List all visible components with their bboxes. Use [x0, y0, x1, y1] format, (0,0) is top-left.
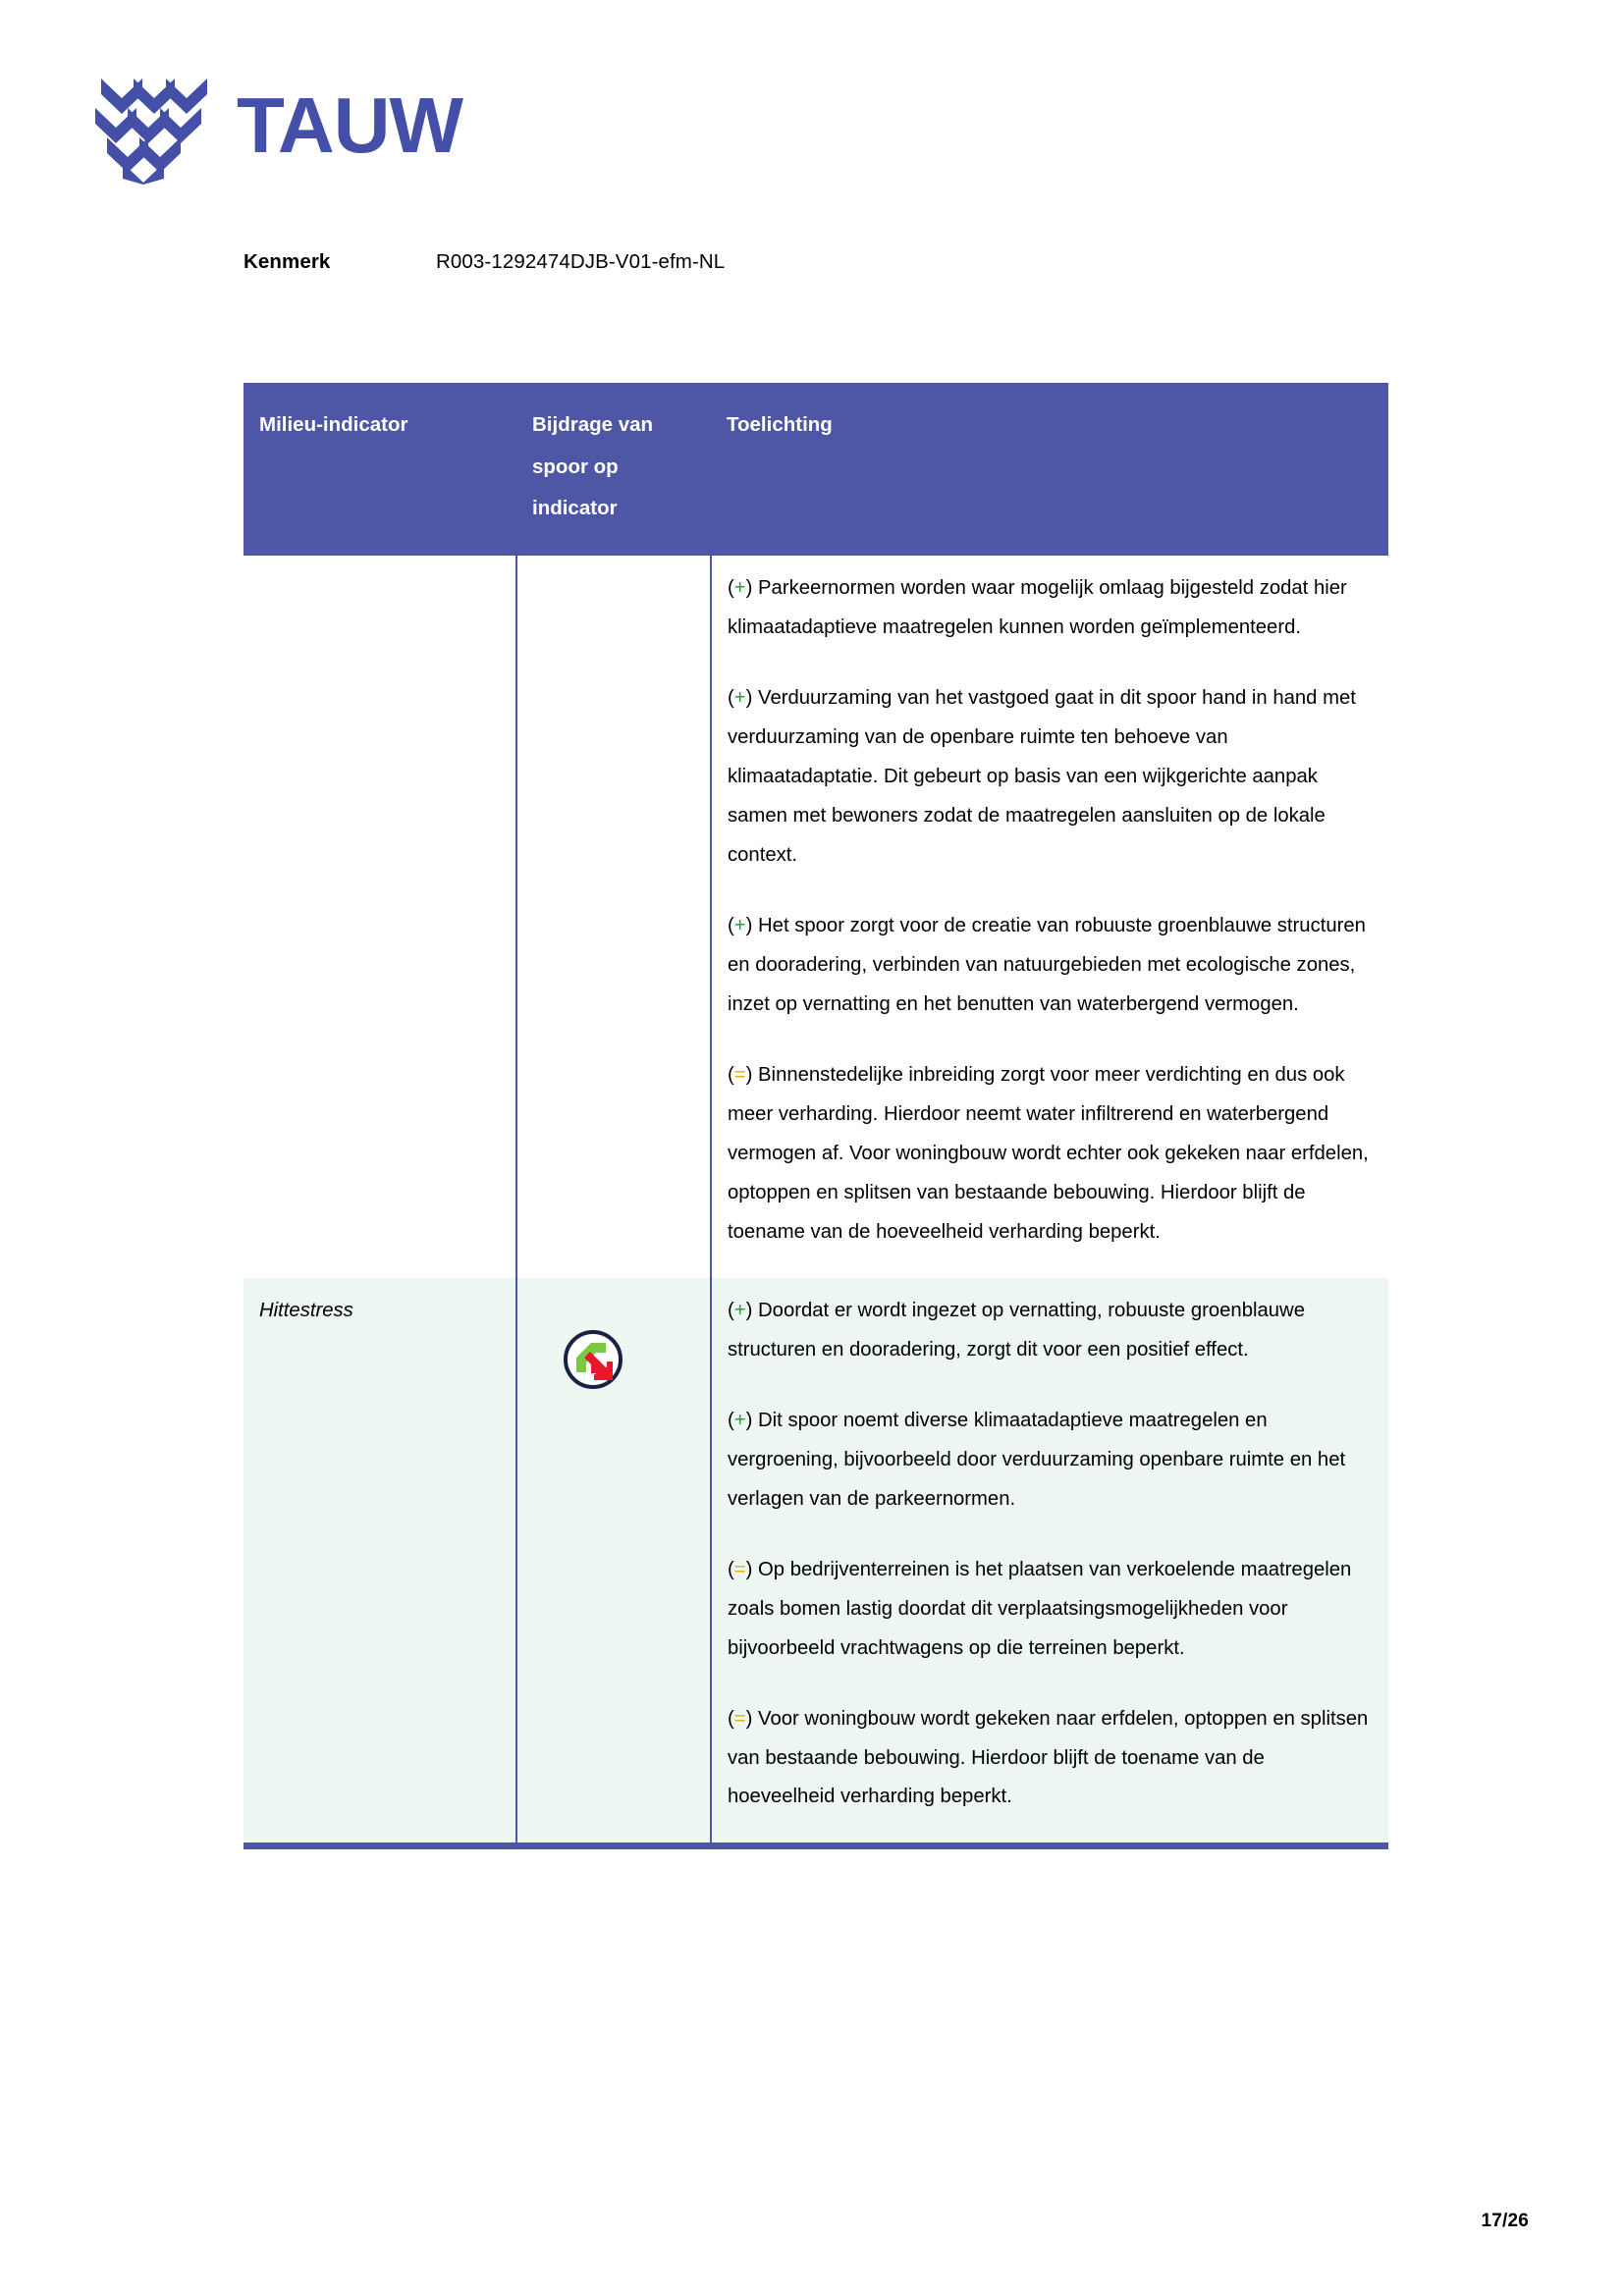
effects-table: [244, 383, 1388, 1849]
green-up-red-down-arrows-circle-icon: [561, 1327, 694, 1407]
cell-toelichting: [711, 556, 1388, 1278]
explanation-text: Voor woningbouw wordt gekeken naar erfdelen, optoppen en splitsen van bestaande bebouwing. Hierdoor blijft de toename van de hoeveelheid verharding beperkt.: [728, 1707, 1369, 1808]
explanation-paragraph: [728, 1700, 1373, 1818]
cell-toelichting: [711, 1278, 1388, 1846]
explanation-text: Parkeernormen worden waar mogelijk omlaag bijgesteld zodat hier klimaatadaptieve maatregelen kunnen worden geïmplementeerd.: [728, 576, 1347, 638]
explanation-text: Op bedrijventerreinen is het plaatsen van verkoelende maatregelen zoals bomen lastig doordat dit verplaatsingsmogelijkheden voor bijvoorbeeld vrachtwagens op die terreinen beperkt.: [728, 1558, 1352, 1659]
explanation-paragraph: [728, 1402, 1373, 1520]
explanation-paragraph: [728, 1056, 1373, 1253]
kenmerk: [244, 250, 725, 274]
explanation-paragraph: [728, 1551, 1373, 1669]
explanation-text: Verduurzaming van het vastgoed gaat in dit spoor hand in hand met verduurzaming van de openbare ruimte ten behoeve van klimaatadaptatie. Dit gebeurt op basis van een wijkgerichte aanpak samen met bewoners zodat de maatregelen aansluiten op de lokale context.: [728, 686, 1356, 866]
effects-table-container: [244, 383, 1388, 1849]
page-number: 17/26: [1481, 2211, 1529, 2231]
score-mark-neutral: (=): [728, 1558, 753, 1580]
table-row: [244, 1278, 1388, 1846]
tauw-logo: [95, 77, 464, 185]
tauw-weave-logo-icon: [95, 77, 219, 185]
explanation-text: Dit spoor noemt diverse klimaatadaptieve maatregelen en vergroening, bijvoorbeeld door verduurzaming openbare ruimte en het verlagen van de parkeernormen.: [728, 1409, 1346, 1510]
explanation-paragraph: [728, 1292, 1373, 1370]
column-header-bijdrage-van-spoor-op-indicator: Bijdrage van spoor op indicator: [516, 383, 711, 556]
explanation-paragraph: [728, 907, 1373, 1025]
indicator-name: Hittestress: [259, 1299, 353, 1321]
svg-text:TAUW: TAUW: [237, 90, 462, 166]
score-mark-positive: (+): [728, 1409, 753, 1431]
column-header-toelichting: Toelichting: [711, 383, 1388, 556]
score-mark-positive: (+): [728, 1299, 753, 1321]
score-mark-positive: (+): [728, 686, 753, 709]
score-mark-neutral: (=): [728, 1707, 753, 1730]
explanation-text: Het spoor zorgt voor de creatie van robuuste groenblauwe structuren en dooradering, verbinden van natuurgebieden met ecologische zones, inzet op vernatting en het benutten van waterbergend vermogen.: [728, 914, 1366, 1015]
table-header-row: [244, 383, 1388, 556]
cell-indicator: [244, 1278, 516, 1846]
explanation-text: Doordat er wordt ingezet op vernatting, robuuste groenblauwe structuren en dooradering, zorgt dit voor een positief effect.: [728, 1299, 1305, 1361]
cell-score-icon: [516, 1278, 711, 1846]
score-mark-neutral: (=): [728, 1063, 753, 1086]
kenmerk-label: Kenmerk: [244, 250, 331, 273]
score-mark-positive: (+): [728, 914, 753, 936]
table-body: [244, 556, 1388, 1846]
kenmerk-value: R003-1292474DJB-V01-efm-NL: [436, 250, 726, 273]
cell-score-icon: [516, 556, 711, 1278]
column-header-milieu-indicator: Milieu-indicator: [244, 383, 516, 556]
tauw-wordmark: [237, 91, 464, 171]
cell-indicator: [244, 556, 516, 1278]
explanation-paragraph: [728, 569, 1373, 648]
explanation-text: Binnenstedelijke inbreiding zorgt voor meer verdichting en dus ook meer verharding. Hierdoor neemt water infiltrerend en waterbergend vermogen af. Voor woningbouw wordt echter ook gekeken naar erfdelen, optoppen en splitsen van bestaande bebouwing. Hierdoor blijft de toename van de hoeveelheid verharding beperkt.: [728, 1063, 1369, 1243]
table-header: [244, 383, 1388, 556]
table-row: [244, 556, 1388, 1278]
score-mark-positive: (+): [728, 576, 753, 599]
explanation-paragraph: [728, 679, 1373, 876]
